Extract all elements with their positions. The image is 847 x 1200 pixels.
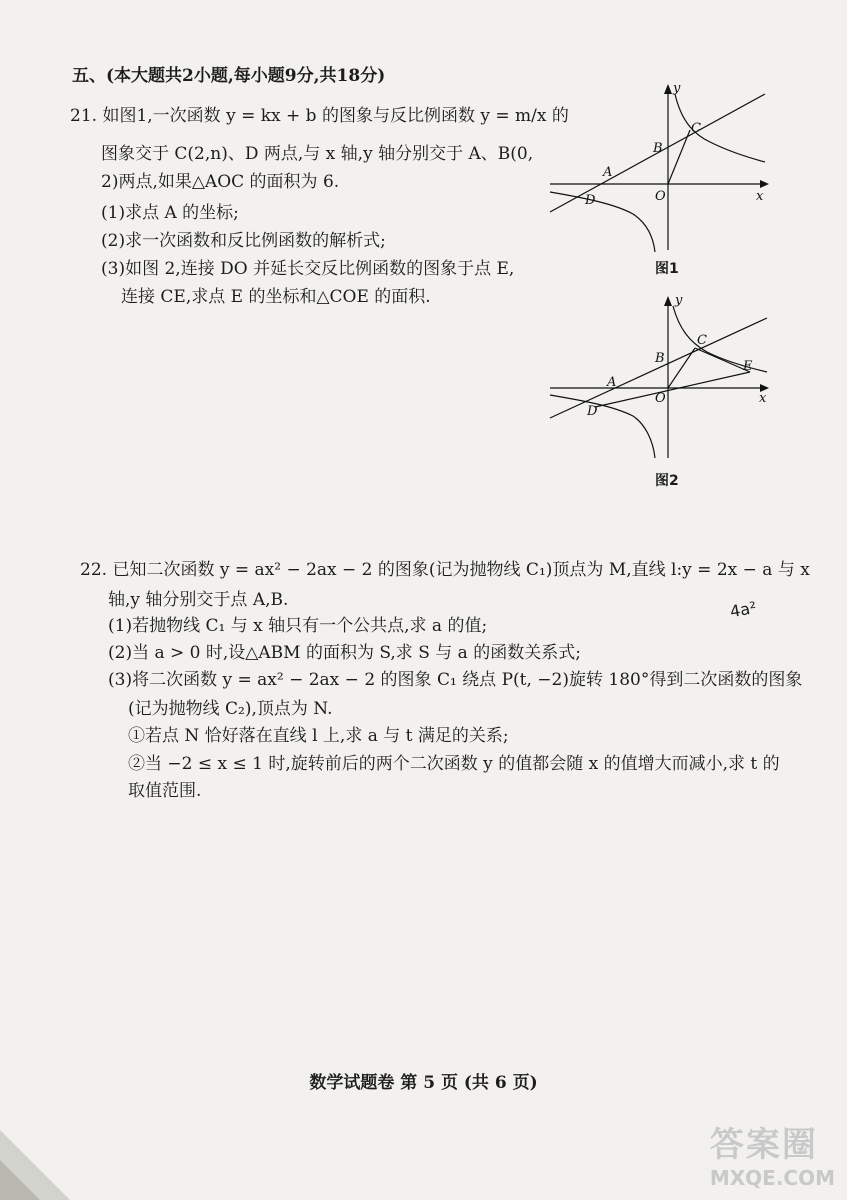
point-b-label: B bbox=[655, 351, 665, 366]
q22-line-8: ②当 −2 ≤ x ≤ 1 时,旋转前后的两个二次函数 y 的值都会随 x 的值增大而减小,求 t 的 bbox=[128, 754, 780, 774]
y-axis-label: y bbox=[673, 81, 681, 96]
q21-line-2: 图象交于 C(2,n)、D 两点,与 x 轴,y 轴分别交于 A、B(0, bbox=[101, 144, 534, 164]
hyperbola-branch-3 bbox=[550, 395, 655, 458]
section-heading: 五、(本大题共2小题,每小题9分,共18分) bbox=[72, 66, 386, 86]
q21-line-5: (2)求一次函数和反比例函数的解析式; bbox=[101, 231, 386, 251]
q22-line-1: 22. 已知二次函数 y = ax² − 2ax − 2 的图象(记为抛物线 C₁)顶点为 M,直线 l:y = 2x − a 与 x bbox=[80, 560, 810, 580]
q22-line-9: 取值范围. bbox=[128, 781, 202, 801]
figure-2-caption: 图2 bbox=[655, 473, 679, 489]
figure-1-graph bbox=[545, 80, 775, 255]
x-axis-label: x bbox=[759, 391, 767, 406]
q22-line-5: (3)将二次函数 y = ax² − 2ax − 2 的图象 C₁ 绕点 P(t, −2)旋转 180°得到二次函数的图象 bbox=[108, 670, 803, 690]
point-d-label: D bbox=[587, 404, 598, 419]
origin-label: O bbox=[655, 189, 666, 204]
origin-label: O bbox=[655, 391, 666, 406]
line-de bbox=[595, 372, 750, 407]
y-axis-arrow bbox=[664, 296, 672, 306]
hyperbola-branch-3 bbox=[550, 192, 655, 252]
figure-2 bbox=[545, 292, 775, 466]
q22-line-7: ①若点 N 恰好落在直线 l 上,求 a 与 t 满足的关系; bbox=[128, 726, 509, 746]
figure-2-graph bbox=[545, 292, 775, 462]
watermark-url: MXQE.COM bbox=[709, 1166, 835, 1190]
point-c-label: C bbox=[697, 333, 707, 348]
watermark-logo bbox=[710, 1117, 835, 1190]
watermark-main-text: 答案圈 bbox=[709, 1125, 818, 1165]
point-a-label: A bbox=[603, 165, 613, 180]
point-d-label: D bbox=[585, 193, 596, 208]
figure-1 bbox=[545, 80, 775, 259]
figure-1-caption: 图1 bbox=[655, 261, 679, 277]
q22-line-4: (2)当 a > 0 时,设△ABM 的面积为 S,求 S 与 a 的函数关系式; bbox=[108, 643, 581, 663]
q21-line-6: (3)如图 2,连接 DO 并延长交反比例函数的图象于点 E, bbox=[101, 259, 515, 279]
y-axis-arrow bbox=[664, 84, 672, 94]
point-a-label: A bbox=[607, 375, 617, 390]
point-c-label: C bbox=[691, 121, 701, 136]
q22-line-3: (1)若抛物线 C₁ 与 x 轴只有一个公共点,求 a 的值; bbox=[108, 616, 488, 636]
page-footer: 数学试题卷 第 5 页 (共 6 页) bbox=[309, 1073, 538, 1093]
x-axis-arrow bbox=[760, 180, 769, 188]
q21-line-3: 2)两点,如果△AOC 的面积为 6. bbox=[101, 172, 340, 192]
segment-oc bbox=[668, 130, 690, 184]
x-axis-label: x bbox=[756, 189, 764, 204]
segment-ce bbox=[695, 348, 750, 372]
hyperbola-branch-1 bbox=[675, 94, 765, 162]
handwritten-note: 4a² bbox=[728, 597, 758, 622]
point-e-label: E bbox=[743, 359, 753, 374]
q21-line-4: (1)求点 A 的坐标; bbox=[101, 203, 239, 223]
y-axis-label: y bbox=[675, 293, 683, 308]
page-corner-shadow bbox=[0, 1090, 120, 1200]
point-b-label: B bbox=[653, 141, 663, 156]
q21-line-1: 21. 如图1,一次函数 y = kx + b 的图象与反比例函数 y = m/x 的 bbox=[70, 106, 569, 126]
q22-line-2: 轴,y 轴分别交于点 A,B. bbox=[108, 590, 289, 610]
q22-line-6: (记为抛物线 C₂),顶点为 N. bbox=[128, 699, 333, 719]
q21-line-7: 连接 CE,求点 E 的坐标和△COE 的面积. bbox=[121, 287, 431, 307]
segment-oc bbox=[668, 348, 695, 388]
